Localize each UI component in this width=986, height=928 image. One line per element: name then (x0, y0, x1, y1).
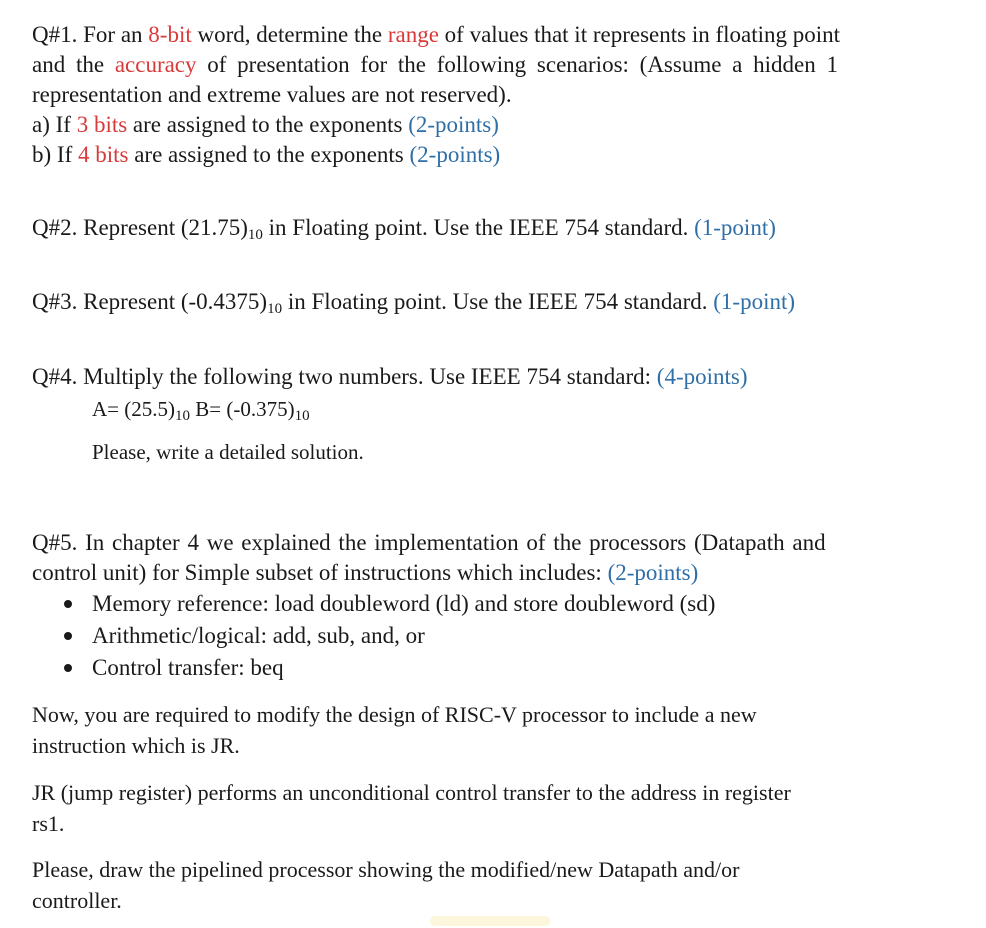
q1-line-3: representation and extreme values are not reserved). (32, 82, 512, 107)
bullet-dot (64, 632, 72, 640)
q5-line-1: Q#5. In chapter 4 we explained the implementation of the processors (Datapath and (32, 530, 826, 555)
q1-part-b: b) If 4 bits are assigned to the exponents (2-points) (32, 142, 501, 167)
q4-operands: $A= (25.5)_{10}$ $B= (-0.375)_{10}$ (92, 397, 310, 424)
q3-label: Q#3 (32, 289, 72, 314)
q2-label: Q#2 (32, 215, 72, 240)
q5-paragraph-3-line-1: Please, draw the pipelined processor showing the modified/new Datapath and/or (32, 857, 740, 882)
q5-line-2: control unit) for Simple subset of instructions which includes: (2-points) (32, 560, 699, 585)
q5-paragraph-2-line-2: rs1. (32, 811, 65, 836)
list-item: Memory reference: load doubleword (ld) and store doubleword (sd) (92, 591, 716, 616)
q1-part-a-bits: 3 bits (76, 112, 128, 137)
q3-base-subscript: 10 (267, 301, 283, 317)
q3-line: Q#3. Represent $(-0.4375)_{10}$ in Floating point. Use the IEEE 754 standard. (1-point) (32, 289, 796, 317)
q5-paragraph-1-line-1: Now, you are required to modify the design of RISC-V processor to include a new (32, 702, 757, 727)
q5-paragraph-3-line-2: controller. (32, 888, 122, 913)
bullet-dot (64, 664, 72, 672)
q1-word-size: 8-bit (148, 22, 192, 47)
q4-line: Q#4. Multiply the following two numbers. Use IEEE 754 standard: (4-points) (32, 364, 748, 389)
q5-paragraph-1-line-2: instruction which is JR. (32, 733, 240, 758)
q4-note: Please, write a detailed solution. (92, 440, 364, 464)
q1-accuracy-keyword: accuracy (114, 52, 197, 77)
q1-range-keyword: range (387, 22, 439, 47)
list-item: Arithmetic/logical: add, sub, and, or (92, 623, 425, 648)
list-item: Control transfer: beq (92, 655, 284, 680)
q1-label: Q#1 (32, 22, 72, 47)
q1-part-b-bits: 4 bits (77, 142, 129, 167)
bullet-dot (64, 600, 72, 608)
q3-points: (1-point) (713, 289, 796, 314)
q4-label: Q#4 (32, 364, 72, 389)
q1-part-b-points: (2-points) (409, 142, 501, 167)
highlight-smudge (430, 916, 550, 926)
q2-base-subscript: 10 (247, 227, 263, 243)
q1-line-1: Q#1. For an 8-bit word, determine the range of values that it represents in floating point (32, 22, 841, 47)
q2-points: (1-point) (694, 215, 776, 240)
q4-points: (4-points) (656, 364, 748, 389)
q2-line: Q#2. Represent $(21.75)_{10}$ in Floating point. Use the IEEE 754 standard. (1-point) (32, 215, 776, 243)
q1-part-a: a) If 3 bits are assigned to the exponents (2-points) (32, 112, 499, 137)
q1-line-2: and the accuracy of presentation for the following scenarios: (Assume a hidden 1 (32, 52, 838, 77)
q5-paragraph-2-line-1: JR (jump register) performs an unconditional control transfer to the address in register (32, 780, 791, 805)
q1-part-a-points: (2-points) (408, 112, 499, 137)
q5-label: Q#5 (32, 530, 72, 555)
q5-points: (2-points) (607, 560, 699, 585)
